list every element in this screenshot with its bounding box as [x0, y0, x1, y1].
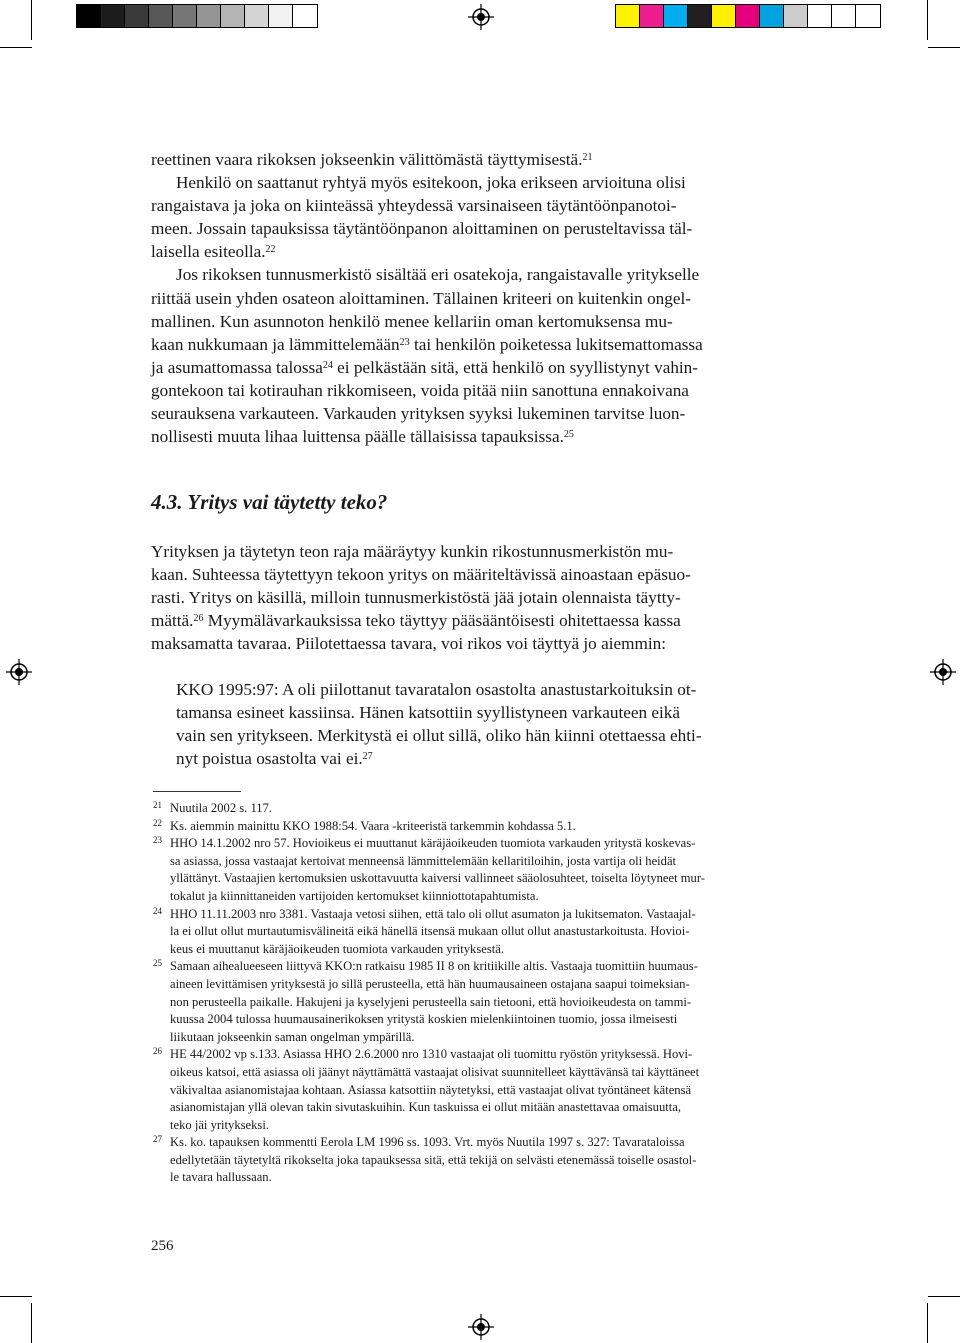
footnote-number: 24: [153, 905, 162, 916]
footnote-line: HE 44/2002 vp s.133. Asiassa HHO 2.6.2000 nro 1310 vastaajat oli tuomittu ryöstön yrityksessä. Hovi-: [170, 1047, 693, 1062]
footnote-ref[interactable]: 24: [322, 359, 333, 371]
text-line: meen. Jossain tapauksissa täytäntöönpanon aloittaminen on perusteltavissa täl-: [151, 219, 693, 239]
footnote-24: [151, 906, 791, 959]
cmyk-swatch: [856, 5, 880, 27]
footnote-ref[interactable]: 21: [582, 152, 593, 163]
footnote-line: asianomistajan yllä olevan takin sivutaskuihin. Kun taskuissa ei ollut mitään anastettavaa omaisuutta,: [170, 1100, 681, 1115]
gray-swatch: [245, 5, 269, 27]
footnote-line: HHO 11.11.2003 nro 3381. Vastaaja vetosi siihen, että talo oli ollut asumaton ja lukitsematon. Vastaajal-: [170, 906, 696, 921]
gray-swatch: [173, 5, 197, 27]
footnote-line: oikeus katsoi, että asiassa oli jäänyt näyttämättä vastaajat olisivat suunnitelleet käyttävänsä tai käyttäneet: [170, 1064, 700, 1079]
crop-mark-bottom-left-v: [31, 1303, 32, 1343]
section-heading: 4.3. Yritys vai täytetty teko?: [151, 490, 388, 514]
cmyk-swatch: [616, 5, 640, 27]
footnote-23: [151, 835, 791, 905]
crop-mark-top-left-v: [31, 0, 32, 40]
footnotes: [151, 800, 791, 1187]
cmyk-swatch: [808, 5, 832, 27]
cmyk-swatch: [664, 5, 688, 27]
footnote-line: edellytetään täytetyltä rikokselta joka tapauksessa sitä, että tekijä on selvästi etenemässä toiselle osastol-: [170, 1152, 697, 1167]
text-line: kaan. Suhteessa täytettyyn tekoon yritys on määriteltävissä ainoastaan epäsuo-: [151, 565, 691, 585]
crop-mark-bottom-right-v: [927, 1303, 928, 1343]
text-line: riittää usein yhden osateon aloittaminen. Tällainen kriteeri on kuitenkin ongel-: [151, 288, 691, 308]
footnote-number: 21: [153, 800, 162, 810]
footnote-22: [151, 818, 791, 836]
cmyk-color-bar: [615, 4, 881, 28]
footnote-line: HHO 14.1.2002 nro 57. Hovioikeus ei muuttanut käräjäoikeuden tuomiota varkauden yritystä koskevas-: [170, 836, 696, 851]
footnote-line: sa asiassa, jossa vastaajat kertoivat menneensä lämmittelemään kellaritiloihin, josta vartija oli heidät: [170, 853, 677, 868]
footnote-26: [151, 1046, 791, 1134]
text-line: nyt poistua osastolta vai ei.$^{27}$: [176, 749, 373, 769]
footnote-ref[interactable]: 26: [193, 613, 204, 625]
footnote-number: 25: [153, 958, 162, 969]
gray-swatch: [77, 5, 101, 27]
text-line: Jos rikoksen tunnusmerkistö sisältää eri osatekoja, rangaistavalle yritykselle: [176, 265, 700, 285]
text-line: KKO 1995:97: A oli piilottanut tavaratalon osastolta anastustarkoituksin ot-: [176, 680, 697, 699]
text-line: rasti. Yritys on käsillä, milloin tunnusmerkistöstä jää jotain olennaista täytty-: [151, 588, 681, 608]
footnote-25: [151, 958, 791, 1046]
footnote-number: 27: [153, 1134, 162, 1145]
text-line: Henkilö on saattanut ryhtyä myös esitekoon, joka erikseen arvioituna olisi: [176, 173, 686, 193]
gray-swatch: [293, 5, 317, 27]
paragraph-attempt-criteria: [151, 148, 788, 448]
footnote-ref[interactable]: 22: [265, 244, 276, 256]
footnote-line: non perusteella paikalle. Hakujeni ja kyselyjeni perusteella sain tietooni, että hovioikeudesta on tammi-: [170, 994, 692, 1009]
footnote-ref[interactable]: 23: [399, 336, 410, 348]
text-line: nollisesti muuta lihaa luittensa päälle tällaisissa tapauksissa.$^{25}$: [151, 427, 574, 447]
cmyk-swatch: [712, 5, 736, 27]
cmyk-swatch: [760, 5, 784, 27]
footnote-21: [151, 800, 791, 818]
text-line: mallinen. Kun asunnoton henkilö menee kellariin oman kertomuksensa mu-: [151, 311, 673, 331]
footnote-line: keus ei muuttanut käräjäoikeuden tuomiota varkauden yrityksestä.: [170, 941, 504, 956]
text-line: gontekoon tai kotirauhan rikkomiseen, voida pitää niin sanottuna ennakoivana: [151, 380, 689, 400]
text-line: Yrityksen ja täytetyn teon raja määräytyy kunkin rikostunnusmerkistön mu-: [151, 542, 674, 561]
grayscale-color-bar: [76, 4, 318, 28]
registration-mark-icon: [930, 659, 956, 685]
footnote-line: Ks. ko. tapauksen kommentti Eerola LM 1996 ss. 1093. Vrt. myös Nuutila 1997 s. 327: Tavarataloissa: [170, 1135, 685, 1150]
text-line: vain sen yritykseen. Merkitystä ei ollut sillä, oliko hän kiinni otettaessa ehti-: [176, 726, 702, 746]
case-quote-kko: [176, 678, 788, 770]
text-line: laisella esiteolla.$^{22}$: [151, 242, 276, 262]
footnote-number: 26: [153, 1046, 162, 1057]
footnote-line: la ei ollut ollut murtautumisvälineitä eikä hänellä itsensä mukaan ollut ollut anastustarkoitusta. Hovioi-: [170, 924, 690, 939]
footnote-line: aineen levittämisen yrityksestä jo sillä perusteella, että hän huumausaineen ostajana saapui toimeksian-: [170, 976, 690, 991]
crop-mark-top-right-v: [927, 0, 928, 40]
footnote-line: liikutaan jokseenkin saman ongelman ympärillä.: [170, 1029, 415, 1044]
footnote-line: tokalut ja kiinnittaneiden vartijoiden kertomukset kiinniottotapahtumista.: [170, 888, 539, 903]
crop-mark-top-left-h: [0, 47, 32, 48]
crop-mark-bottom-right-h: [928, 1296, 960, 1297]
gray-swatch: [221, 5, 245, 27]
cmyk-swatch: [832, 5, 856, 27]
footnote-number: 23: [153, 835, 162, 846]
crop-mark-bottom-left-h: [0, 1296, 32, 1297]
crop-mark-top-right-h: [928, 47, 960, 48]
page-number: 256: [151, 1238, 174, 1254]
cmyk-swatch: [784, 5, 808, 27]
footnote-ref[interactable]: 25: [563, 429, 574, 441]
footnote-line: Samaan aihealueeseen liittyvä KKO:n ratkaisu 1985 II 8 on kritiikille altis. Vastaaja tuomittiin huumaus-: [170, 959, 698, 974]
text-line: mättä.$^{26}$ Myymälävarkauksissa teko täyttyy pääsääntöisesti ohitettaessa kassa: [151, 611, 681, 631]
text-line: maksamatta tavaraa. Piilotettaessa tavara, voi rikos voi täyttyä jo aiemmin:: [151, 634, 666, 654]
footnote-line: kuussa 2004 tulossa huumausainerikoksen yritystä koskien mielenkiintoinen tuomio, jossa ilmeisesti: [170, 1012, 678, 1027]
gray-swatch: [101, 5, 125, 27]
text-line: reettinen vaara rikoksen jokseenkin välittömästä täyttymisestä.$^{21}$: [151, 150, 593, 169]
footnote-line: yllättänyt. Vastaajien kertomuksien uskottavuutta kaiversi vallinneet sääolosuhteet, toiselta löytyneet mur-: [170, 871, 705, 886]
gray-swatch: [269, 5, 293, 27]
registration-mark-icon: [468, 1314, 494, 1340]
text-line: ja asumattomassa talossa$^{24}$ ei pelkästään sitä, että henkilö on syyllistynyt vahin-: [151, 357, 699, 377]
gray-swatch: [197, 5, 221, 27]
gray-swatch: [125, 5, 149, 27]
registration-mark-icon: [6, 659, 32, 685]
footnote-27: [151, 1134, 791, 1187]
footnote-line: väkivaltaa asianomistajaa kohtaan. Asiassa katsottiin näytetyksi, että vastaajat olivat työntäneet kätensä: [170, 1082, 692, 1097]
footnote-line: Nuutila 2002 s. 117.: [170, 801, 273, 815]
cmyk-swatch: [736, 5, 760, 27]
text-line: kaan nukkumaan ja lämmittelemään$^{23}$ tai henkilön poiketessa lukitsemattomassa: [151, 334, 703, 354]
page-body: [151, 148, 788, 1185]
footnote-number: 22: [153, 817, 162, 828]
footnote-line: teko jäi yritykseksi.: [170, 1117, 269, 1132]
cmyk-swatch: [640, 5, 664, 27]
paragraph-completed-act: [151, 540, 788, 655]
text-line: rangaistava ja joka on kiinteässä yhteydessä varsinaiseen täytäntöönpanotoi-: [151, 196, 677, 216]
footnote-line: Ks. aiemmin mainittu KKO 1988:54. Vaara -kriteeristä tarkemmin kohdassa 5.1.: [170, 818, 576, 833]
footnote-separator: [153, 791, 241, 792]
text-line: tamansa esineet kassiinsa. Hänen katsottiin syyllistyneen varkauteen eikä: [176, 703, 681, 723]
cmyk-swatch: [688, 5, 712, 27]
text-line: seurauksena varkauteen. Varkauden yrityksen syyksi lukeminen tarvitse luon-: [151, 404, 686, 424]
gray-swatch: [149, 5, 173, 27]
registration-mark-icon: [468, 4, 494, 30]
footnote-line: le tavara hallussaan.: [170, 1170, 272, 1185]
footnote-ref[interactable]: 27: [362, 751, 373, 763]
